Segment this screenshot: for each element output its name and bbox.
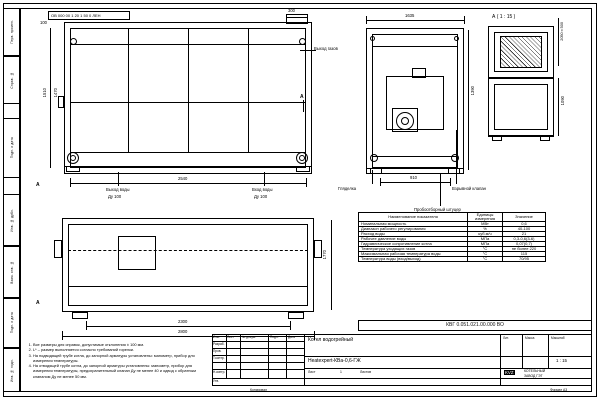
top-view-right-nozzle	[314, 240, 322, 258]
side-bolt-tl	[370, 36, 375, 41]
spec-name-0: Номинальная мощность	[359, 222, 468, 227]
tb-col-list: Лист	[227, 335, 234, 339]
note-item-3: 3. На подводящей трубе котла, до запорной арматуры установлены: манометр, прибор для измерения температуры.	[33, 353, 204, 364]
side-support-l	[370, 154, 378, 162]
label-explosion-valve: Взрывной клапан	[452, 186, 486, 191]
tb-sheet-label: Лист	[308, 370, 316, 374]
gas-outlet-duct-line	[286, 17, 308, 18]
spec-name-4: Гидравлическое сопротивление котла	[359, 242, 468, 247]
burner-top-nozzle	[412, 68, 426, 78]
tb-h6	[212, 378, 592, 379]
tb-lit-label: Лит.	[503, 336, 509, 340]
tb-mass-label: Масса	[525, 336, 535, 340]
spec-unit-3: МПа	[468, 237, 503, 242]
side-support-r	[451, 154, 459, 162]
tb-v7	[522, 334, 523, 368]
top-view-foot-right	[288, 312, 304, 319]
strip-cell-3: Инв. № дубл.	[3, 194, 20, 246]
front-base-line	[64, 166, 312, 167]
tb-col-data: Дата	[288, 335, 296, 339]
strip-cell-0: Перв. примен.	[3, 8, 20, 56]
spec-unit-4: МПа	[468, 242, 503, 247]
spec-value-2: 21	[503, 232, 546, 237]
label-peephole: Гляделка	[338, 186, 357, 191]
spec-header-unit: Единицы измерения	[468, 213, 503, 222]
dim-tick-1635-r	[464, 16, 465, 24]
burner-opening-inner	[401, 117, 409, 125]
side-line-2	[372, 156, 458, 157]
leader-explosion-valve	[456, 130, 457, 184]
spec-name-5: Температура уходящих газов	[359, 247, 468, 252]
notes-block	[26, 342, 204, 379]
table-row	[359, 257, 546, 262]
spec-unit-1: %	[468, 227, 503, 232]
front-band-3	[70, 152, 306, 153]
tb-h2	[212, 348, 304, 349]
dim-side-1390-line	[468, 30, 469, 170]
top-view-foot-left	[72, 312, 88, 319]
front-bolt-tl	[70, 38, 77, 45]
side-line-1	[372, 46, 458, 47]
label-water-outlet-dn: Ду 100	[108, 194, 122, 199]
kvz-logo-icon: KVZ	[505, 370, 514, 375]
tb-col-podp: Подп.	[270, 335, 279, 339]
tb-h3	[212, 355, 304, 356]
product-model: Heatexpert-КВа-0,6-ГЖ	[308, 358, 361, 364]
detail-a-foot-l	[492, 136, 502, 141]
tb-role-razrab: Разраб.	[213, 342, 225, 346]
tb-v9	[500, 368, 501, 386]
dim-front-height: 1510	[42, 88, 47, 98]
detail-a-lower-inner	[494, 84, 548, 130]
dim-tick-1635-l	[366, 16, 367, 24]
front-foot-left	[66, 166, 80, 172]
section-arrow-a-label: А	[300, 94, 304, 100]
spec-value-4: 0,07(0,7)	[503, 242, 546, 247]
tb-v6	[500, 334, 501, 368]
dim-top-2800: 2800	[178, 329, 188, 334]
label-water-inlet-dn: Ду 100	[254, 194, 268, 199]
tb-role-tkontr: Т.контр.	[213, 356, 225, 360]
dim-top-small: 300	[288, 8, 295, 13]
front-panel-sep-1	[128, 28, 129, 152]
leader-water-outlet	[118, 172, 119, 186]
dim-front-height-line	[50, 28, 51, 168]
side-bolt-tr	[454, 36, 459, 41]
tb-sheet-value: 1	[340, 370, 342, 374]
tb-scale-label: Масштаб	[551, 336, 565, 340]
company-line2: ЗАВОД ГЭТ	[524, 374, 543, 378]
top-view-dash-1	[68, 250, 308, 251]
dim-detail-1090: 1090	[560, 96, 565, 106]
company-logo-mark	[504, 370, 515, 375]
tb-role-utv: Утв.	[213, 379, 220, 383]
tb-sheets-label: Листов	[360, 370, 372, 374]
dim-detail-top: 2050±500	[560, 22, 564, 41]
spec-header-name: Наименование показателя	[359, 213, 468, 222]
detail-a-title: А ( 1 : 15 )	[492, 14, 516, 20]
label-sampling-fitting: Пробоотборный штуцер	[414, 207, 461, 212]
strip-cell-1: Справ. №	[3, 56, 20, 104]
tb-col-docum: № докум.	[242, 335, 257, 339]
note-item-2: 2. L* – размер выполняется согласно требований горелки.	[33, 347, 204, 352]
front-foot-right	[296, 166, 310, 172]
top-view-inner	[68, 224, 308, 306]
spec-value-7: 70/95	[503, 257, 546, 262]
dim-top-2300: 2300	[178, 319, 188, 324]
top-view-line-1	[68, 286, 308, 287]
dim-detail-top-line	[558, 18, 559, 66]
dim-tick-l	[70, 178, 71, 187]
front-panel-sep-3	[248, 28, 249, 152]
spec-value-0: 0,6	[503, 222, 546, 227]
side-foot-right	[448, 168, 460, 174]
spec-value-3: 0,3-0,6(3-6)	[503, 237, 546, 242]
dim-front-height-alt: 1470	[53, 88, 58, 98]
front-left-nozzle	[58, 96, 64, 108]
spec-header-value: Значение	[503, 213, 546, 222]
dim-side-910: 910	[410, 175, 417, 180]
detail-a-hatch	[500, 36, 542, 68]
label-gas-outlet: Выход газов	[314, 46, 338, 51]
spec-name-6: Максимальная рабочая температура воды	[359, 252, 468, 257]
dim-detail-1090-line	[558, 78, 559, 136]
dim-front-width-line	[70, 183, 306, 184]
product-name: Котел водогрейный	[308, 337, 354, 343]
gas-outlet-duct	[286, 14, 308, 24]
tb-h4	[212, 362, 304, 363]
dim-front-width: 2540	[178, 176, 188, 181]
dim-top-2300-line	[86, 326, 290, 327]
left-stamp-strip	[3, 8, 20, 392]
leader-water-inlet	[264, 172, 265, 186]
dim-tick-910-l	[380, 178, 381, 186]
dim-tick-2300-r	[290, 321, 291, 330]
dim-tick-2300-l	[86, 321, 87, 330]
front-support-right-inner	[299, 155, 305, 161]
tb-role-nkontr: Н.контр.	[213, 370, 226, 374]
dim-side-1390: 1390	[470, 86, 475, 96]
note-item-1: 1. Все размеры для справок, допустимые отклонения ± 100 мм.	[33, 342, 204, 347]
front-support-left-inner	[70, 155, 76, 161]
top-view-hatch	[118, 236, 156, 270]
spec-value-5: не более 220	[503, 247, 546, 252]
spec-value-1: 40-100	[503, 227, 546, 232]
section-arrow-a-line	[303, 100, 304, 112]
spec-unit-0: МВт	[468, 222, 503, 227]
tb-h9	[304, 368, 500, 369]
drawing-number: КВГ 0.051.021.00.000 ВО	[446, 322, 504, 328]
label-water-inlet: Вход воды	[252, 187, 273, 192]
strip-cell-6: Инв. № подл.	[3, 348, 20, 392]
spec-unit-6: °С	[468, 252, 503, 257]
designation-text: ОВ 000 00 1 20 1 50 0 ЛЕН	[51, 13, 101, 18]
dim-tick-2800-l	[62, 331, 63, 340]
dim-tick-910-r	[450, 178, 451, 186]
stamp-format: Формат А3	[550, 388, 568, 392]
top-view-left-nozzle	[54, 240, 62, 258]
tb-h5	[212, 369, 304, 370]
strip-cell-4: Взам. инв. №	[3, 246, 20, 298]
spec-table	[358, 212, 546, 262]
tb-role-prov: Пров.	[213, 349, 222, 353]
tb-h8	[500, 368, 592, 369]
dim-top-depth-line	[331, 220, 332, 310]
strip-cell-2: Подп. и дата	[3, 118, 20, 178]
leader-gas-outlet	[300, 50, 316, 51]
leader-peephole	[372, 170, 373, 184]
leader-sampling-fitting	[440, 174, 441, 206]
spec-name-7: Температура воды (вход/выход)	[359, 257, 468, 262]
tb-v8	[548, 334, 549, 368]
spec-value-6: 115	[503, 252, 546, 257]
tb-h1	[212, 341, 304, 342]
front-panel-sep-2	[188, 28, 189, 152]
note-item-4: 4. На отводящей трубе котла, до запорной арматуры установлены: манометр, прибор для измерения температуры, предохранительный клапан Ду не менее 40 и одвод с обратным клапаном Ду не менее 50 мм.	[33, 363, 204, 379]
section-mark-a-left2: А	[36, 300, 40, 306]
section-mark-a-left: А	[36, 182, 40, 188]
tb-scale-value: 1 : 15	[556, 358, 567, 363]
strip-cell-5: Подп. и дата	[3, 298, 20, 348]
dim-left-100: 100	[40, 20, 47, 25]
front-bolt-tr	[299, 38, 306, 45]
dim-top-depth: 1770	[322, 250, 327, 260]
spec-unit-2: куб.м/ч	[468, 232, 503, 237]
stamp-copy: Копировал	[250, 388, 267, 392]
dim-side-1635: 1635	[405, 13, 415, 18]
spec-unit-5: °С	[468, 247, 503, 252]
company-line1: КОТЕЛЬНЫЙ	[524, 369, 546, 373]
label-water-outlet: Выход воды	[106, 187, 130, 192]
spec-name-1: Диапазон рабочего регулирования	[359, 227, 468, 232]
detail-a-foot-r	[540, 136, 550, 141]
spec-name-2: Расход воды	[359, 232, 468, 237]
dim-tick-r	[306, 178, 307, 187]
spec-unit-7: °С	[468, 257, 503, 262]
tb-col-izm: Изм.	[213, 335, 220, 339]
tb-h7	[304, 356, 592, 357]
dim-side-1635-line	[366, 20, 464, 21]
spec-name-3: Рабочее давление воды	[359, 237, 468, 242]
